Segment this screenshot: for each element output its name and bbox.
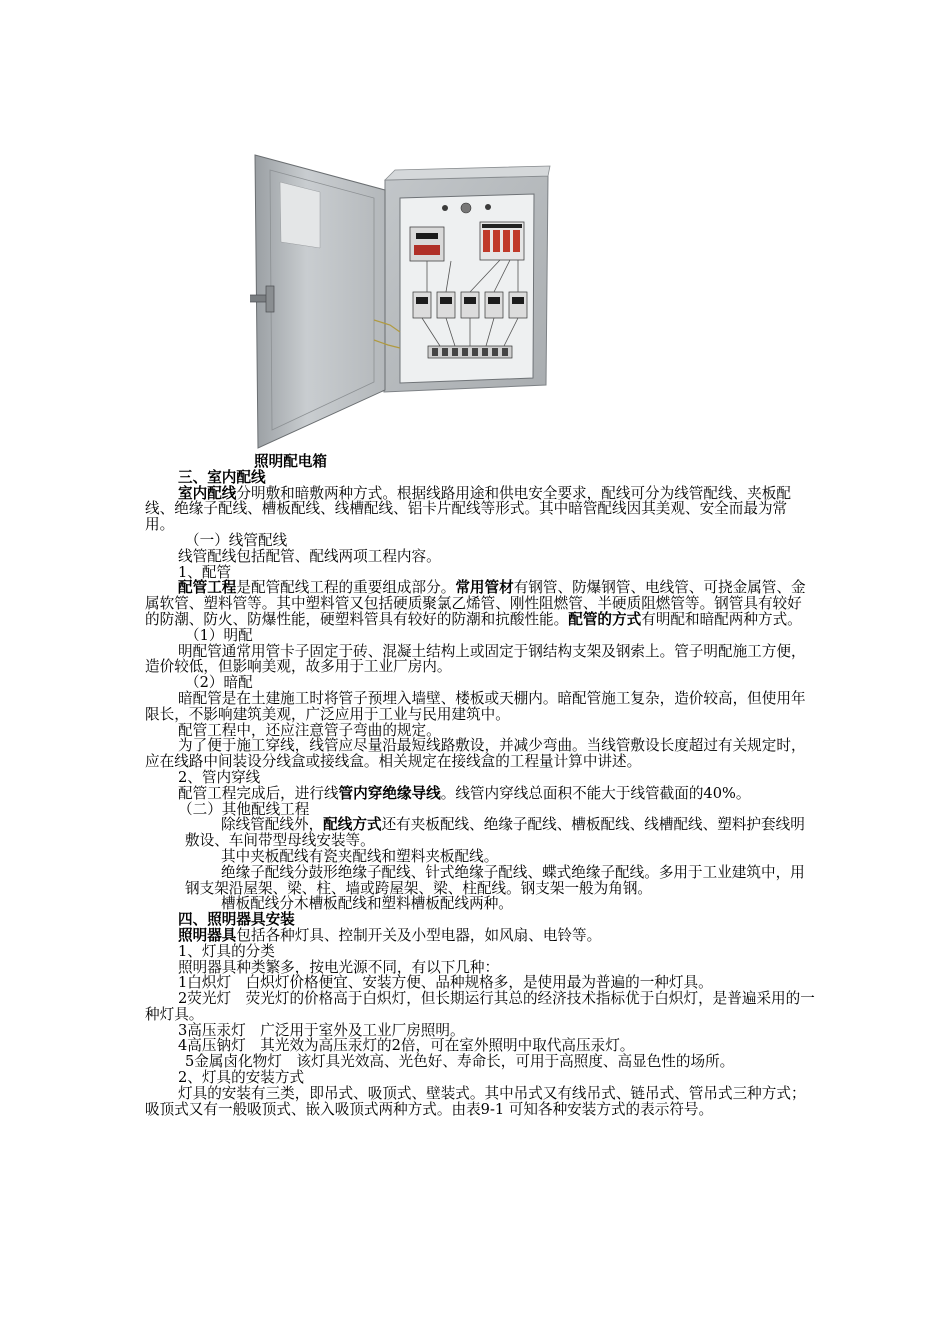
subsection2-heading: （二）其他配线工程 — [178, 800, 310, 818]
pipe-method-term: 配管的方式 — [568, 610, 642, 628]
wiring-method-term: 配线方式 — [323, 816, 382, 834]
lamp-incandescent: 1白炽灯 白炽灯价格便宜、安装方便、品种规格多，是使用最为普遍的一种灯具。 — [178, 974, 713, 992]
pipe-paragraph — [145, 580, 815, 627]
lamp-types-intro: 照明器具种类繁多，按电光源不同，有以下几种： — [178, 958, 500, 976]
section4-intro-term: 照明器具 — [178, 926, 237, 944]
item1-heading: 1、配管 — [178, 563, 232, 581]
lamp-mercury: 3高压汞灯 广泛用于室外及工业厂房照明。 — [178, 1021, 465, 1039]
lamp-sodium: 4高压钠灯 其光效为高压汞灯的2倍，可在室外照明中取代高压汞灯。 — [178, 1037, 635, 1055]
hidden-conduit-text: 暗配管是在土建施工时将管子预埋入墙壁、楼板或天棚内。暗配管施工复杂，造价较高，但使用年限长，不影响建筑美观，广泛应用于工业与民用建筑中。 — [145, 689, 806, 723]
lamp-metal-halide: 5金属卤化物灯 该灯具光效高、光色好、寿命长，可用于高照度、高显色性的场所。 — [185, 1053, 735, 1071]
section4-intro — [145, 928, 815, 944]
lamp-fluorescent: 2荧光灯 荧光灯的价格高于白炽灯，但长期运行其总的经济技术指标优于白炽灯，是普遍采用的一种灯具。 — [145, 990, 815, 1023]
groove-wiring-text: 槽板配线分木槽板配线和塑料槽板配线两种。 — [221, 895, 513, 913]
lamp-install-heading: 2、灯具的安装方式 — [178, 1069, 305, 1087]
other-wiring-text — [145, 817, 815, 849]
clip-wiring-text: 其中夹板配线有瓷夹配线和塑料夹板配线。 — [221, 847, 499, 865]
hidden-conduit-heading: （2）暗配 — [185, 674, 253, 692]
wiring-term: 管内穿绝缘导线 — [338, 784, 441, 802]
distribution-box-photo — [250, 150, 560, 450]
pipe-material-term: 常用管材 — [455, 579, 514, 597]
subsection1-heading: （一）线管配线 — [185, 531, 288, 549]
section3-heading: 三、室内配线 — [178, 468, 266, 486]
pipe-term: 配管工程 — [178, 579, 237, 597]
lamp-types-heading: 1、灯具的分类 — [178, 942, 275, 960]
section4-heading: 四、照明器具安装 — [178, 911, 295, 929]
wiring-text-1: 配管工程完成后，进行线 — [178, 784, 339, 802]
other-text-2: 还有夹板配线、绝缘子配线、槽板配线、线槽配线、塑料护套线明敷设、车间带型母线安装等。 — [185, 816, 805, 850]
pipe-text-3: 有明配和暗配两种方式。 — [641, 610, 802, 628]
section3-intro — [145, 486, 815, 533]
section4-intro-text: 包括各种灯具、控制开关及小型电器，如风扇、电铃等。 — [236, 926, 602, 944]
open-conduit-text: 明配管通常用管卡子固定于砖、混凝土结构上或固定于钢结构支架及钢索上。管子明配施工方便，造价较低，但影响美观，故多用于工业厂房内。 — [145, 642, 806, 676]
routing-text: 为了便于施工穿线，线管应尽量沿最短线路敷设，并减少弯曲。当线管敷设长度超过有关规定时，应在线路中间装设分线盒或接线盒。相关规定在接线盒的工程量计算中讲述。 — [145, 737, 806, 771]
insulator-wiring-text: 绝缘子配线分鼓形绝缘子配线、针式绝缘子配线、蝶式绝缘子配线。多用于工业建筑中，用钢支架沿屋架、梁、柱、墙或跨屋架、梁、柱配线。钢支架一般为角钢。 — [185, 863, 805, 897]
section3-intro-text: 分明敷和暗敷两种方式。根据线路用途和供电安全要求，配线可分为线管配线、夹板配线、绝缘子配线、槽板配线、线槽配线、铝卡片配线等形式。其中暗管配线因其美观、安全而最为常用。 — [145, 484, 791, 534]
figure-caption: 照明配电箱 — [254, 453, 327, 470]
wiring-paragraph — [145, 786, 815, 802]
bend-rule-text: 配管工程中，还应注意管子弯曲的规定。 — [178, 721, 441, 739]
pipe-text-1: 是配管配线工程的重要组成部分。 — [236, 579, 456, 597]
wiring-text-2: 。线管内穿线总面积不能大于线管截面的40%。 — [440, 784, 751, 802]
pipe-text-2: 有钢管、防爆钢管、电线管、可挠金属管、金属软管、塑料管等。其中塑料管又包括硬质聚氯乙烯管、刚性阻燃管、半硬质阻燃管等。钢管具有较好的防潮、防火、防爆性能，硬塑料管具有较好的防潮和抗酸性能。 — [145, 579, 806, 628]
lamp-install-text: 灯具的安装有三类，即吊式、吸顶式、壁装式。其中吊式又有线吊式、链吊式、管吊式三种方式；吸顶式又有一般吸顶式、嵌入吸顶式两种方式。由表9-1 可知各种安装方式的表示符号。 — [145, 1084, 806, 1118]
subsection1-intro: 线管配线包括配管、配线两项工程内容。 — [178, 547, 441, 565]
open-conduit-heading: （1）明配 — [185, 626, 253, 644]
item2-heading: 2、管内穿线 — [178, 768, 261, 786]
other-text-1: 除线管配线外， — [221, 816, 324, 834]
section3-intro-term: 室内配线 — [178, 484, 237, 502]
document-body — [145, 454, 815, 1117]
